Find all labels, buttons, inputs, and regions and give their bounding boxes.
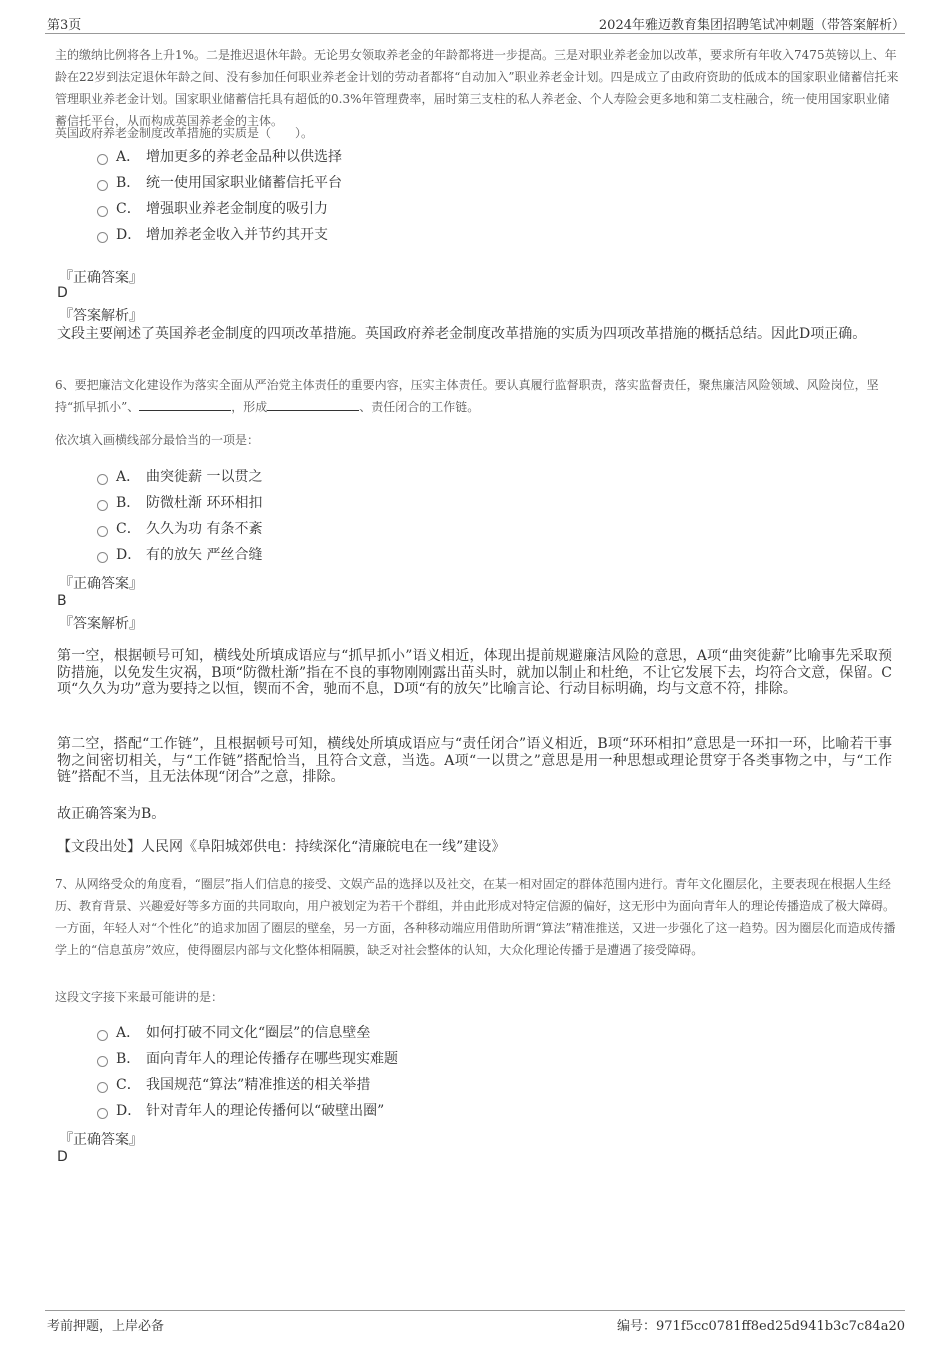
q6-option-b[interactable]: B． 防微杜渐 环环相扣: [97, 491, 262, 513]
blank-2: [267, 398, 359, 411]
header-divider: [45, 33, 905, 34]
q7-answer-label: 『正确答案』: [59, 1132, 143, 1148]
q6-option-d[interactable]: D． 有的放矢 严丝合缝: [97, 543, 262, 565]
q7-option-a[interactable]: A． 如何打破不同文化“圈层”的信息壁垒: [97, 1021, 370, 1043]
q5-analysis: 文段主要阐述了英国养老金制度的四项改革措施。英国政府养老金制度改革措施的实质为四项改革措施的概括总结。因此D项正确。: [57, 326, 867, 342]
q6-question: 依次填入画横线部分最恰当的一项是：: [55, 433, 260, 447]
q7-option-d[interactable]: D． 针对青年人的理论传播何以“破壁出圈”: [97, 1099, 384, 1121]
q6-stem: 6、要把廉洁文化建设作为落实全面从严治党主体责任的重要内容，压实主体责任。要认真履行监督职责，落实监督责任，聚焦廉洁风险领域、风险岗位，坚持“抓早抓小”、 ，形成 、责任闭合的工作链。: [55, 378, 879, 414]
q6-analysis-p2: 第二空，搭配“工作链”，且根据顿号可知，横线处所填成语应与“责任闭合”语义相近，B项“环环相扣”意思是一环扣一环，比喻若干事物之间密切相关，与“工作链”搭配恰当，且符合文意，当选。A项“一以贯之”意思是用一种思想或理论贯穿于各类事物之中，与“工作链”搭配不当，且无法体现“闭合”之意，排除。: [57, 736, 892, 785]
page-number: 第3页: [47, 18, 82, 33]
radio-icon[interactable]: [97, 180, 108, 191]
q6-answer: B: [57, 593, 67, 609]
q5-option-b[interactable]: B． 统一使用国家职业储蓄信托平台: [97, 171, 342, 193]
radio-icon[interactable]: [97, 232, 108, 243]
radio-icon[interactable]: [97, 206, 108, 217]
q5-question: 英国政府养老金制度改革措施的实质是（ ）。: [55, 126, 314, 140]
radio-icon[interactable]: [97, 1108, 108, 1119]
radio-icon[interactable]: [97, 154, 108, 165]
q7-question: 这段文字接下来最可能讲的是：: [55, 990, 224, 1004]
radio-icon[interactable]: [97, 1056, 108, 1067]
q6-analysis-p1: 第一空，根据顿号可知，横线处所填成语应与“抓早抓小”语义相近，体现出提前规避廉洁风险的意思，A项“曲突徙薪”比喻事先采取预防措施，以免发生灾祸，B项“防微杜渐”指在不良的事物刚刚露出苗头时，就加以制止和杜绝，不让它发展下去，均符合文意，保留。C项“久久为功”意为要持之以恒，锲而不舍，驰而不息，D项“有的放矢”比喻言论、行动目标明确，均与文意不符，排除。: [57, 648, 892, 697]
q5-answer: D: [57, 285, 68, 301]
q6-analysis-p3: 故正确答案为B。: [57, 806, 166, 822]
q5-option-a[interactable]: A． 增加更多的养老金品种以供选择: [97, 145, 342, 167]
radio-icon[interactable]: [97, 500, 108, 511]
q5-analysis-label: 『答案解析』: [59, 308, 143, 324]
q6-answer-label: 『正确答案』: [59, 576, 143, 592]
q5-option-d[interactable]: D． 增加养老金收入并节约其开支: [97, 223, 328, 245]
q7-option-b[interactable]: B． 面向青年人的理论传播存在哪些现实难题: [97, 1047, 398, 1069]
radio-icon[interactable]: [97, 1082, 108, 1093]
q7-passage: 7、从网络受众的角度看，“圈层”指人们信息的接受、文娱产品的选择以及社交，在某一相对固定的群体范围内进行。青年文化圈层化，主要表现在根据人生经历、教育背景、兴趣爱好等多方面的共同取向，用户被划定为若干个群组，并由此形成对特定信源的偏好，这无形中为面向青年人的理论传播造成了极大障碍。一方面，年轻人对“个性化”的追求加固了圈层的壁垒，另一方面，各种移动端应用借助所谓“算法”精准推送，又进一步强化了这一趋势。因为圈层化而造成传播学上的“信息茧房”效应，使得圈层内部与文化整体相隔膜，缺乏对社会整体的认知，大众化理论传播于是遭遇了接受障碍。: [55, 877, 896, 957]
footer-slogan: 考前押题，上岸必备: [47, 1319, 165, 1334]
q6-option-c[interactable]: C． 久久为功 有条不紊: [97, 517, 262, 539]
footer-divider: [45, 1310, 905, 1311]
q5-option-c[interactable]: C． 增强职业养老金制度的吸引力: [97, 197, 328, 219]
q7-option-c[interactable]: C． 我国规范“算法”精准推送的相关举措: [97, 1073, 370, 1095]
radio-icon[interactable]: [97, 1030, 108, 1041]
blank-1: [139, 398, 231, 411]
q6-analysis-label: 『答案解析』: [59, 616, 143, 632]
document-title: 2024年雅迈教育集团招聘笔试冲刺题（带答案解析）: [598, 18, 905, 33]
q6-option-a[interactable]: A． 曲突徙薪 一以贯之: [97, 465, 262, 487]
radio-icon[interactable]: [97, 474, 108, 485]
q6-source: 【文段出处】人民网《阜阳城郊供电：持续深化“清廉皖电在一线”建设》: [57, 839, 506, 855]
q5-answer-label: 『正确答案』: [59, 270, 143, 286]
q5-passage: 主的缴纳比例将各上升1%。二是推迟退休年龄。无论男女领取养老金的年龄都将进一步提高。三是对职业养老金加以改革，要求所有年收入7475英镑以上、年龄在22岁到法定退休年龄之间、没有参加任何职业养老金计划的劳动者都将“自动加入”职业养老金计划。四是成立了由政府资助的低成本的国家职业储蓄信托来管理职业养老金计划。国家职业储蓄信托具有超低的0.3%年管理费率，届时第三支柱的私人养老金、个人寿险会更多地和第二支柱融合，统一使用国家职业储蓄信托平台，从而构成英国养老金的主体。: [55, 48, 899, 128]
q7-answer: D: [57, 1149, 68, 1165]
radio-icon[interactable]: [97, 526, 108, 537]
footer-serial: 编号：971f5cc0781ff8ed25d941b3c7c84a20: [617, 1319, 905, 1334]
radio-icon[interactable]: [97, 552, 108, 563]
